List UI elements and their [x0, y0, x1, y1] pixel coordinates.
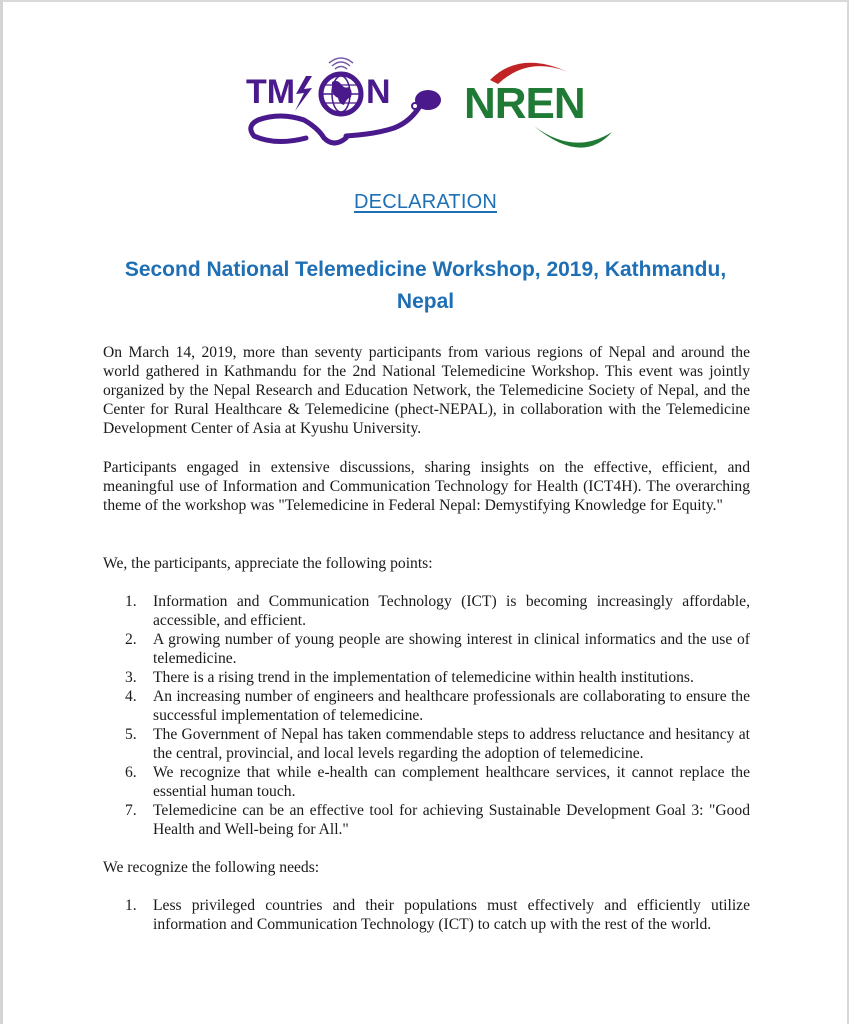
needs-list: [103, 896, 750, 934]
needs-intro: We recognize the following needs:: [103, 859, 320, 876]
list-text: An increasing number of engineers and healthcare professionals are collaborating to ensure the successful implementation of telemedicine.: [153, 688, 750, 724]
list-text: Telemedicine can be an effective tool for achieving Sustainable Development Goal 3: "Good Health and Well-being for All.": [153, 802, 750, 838]
list-item: [103, 763, 750, 801]
list-item: [103, 668, 750, 687]
list-item: [103, 630, 750, 668]
list-text: There is a rising trend in the implementation of telemedicine within health institutions.: [153, 669, 694, 686]
list-number: 3.: [125, 669, 137, 686]
tmon-logo: [246, 56, 446, 148]
appreciation-list: [103, 592, 750, 839]
list-number: 1.: [125, 593, 137, 610]
list-text: Information and Communication Technology (ICT) is becoming increasingly affordable, accessible, and efficient.: [153, 593, 750, 629]
list-item: [103, 801, 750, 839]
appreciation-intro: We, the participants, appreciate the following points:: [103, 555, 433, 572]
nren-arc-bottom: [534, 126, 612, 148]
globe-icon: [321, 74, 361, 114]
list-number: 5.: [125, 726, 137, 743]
list-item: [103, 725, 750, 763]
list-number: 2.: [125, 631, 137, 648]
discussion-paragraph: Participants engaged in extensive discussions, sharing insights on the effective, efficient, and meaningful use of Information and Communication Technology for Health (ICT4H). The overarching theme of the workshop was "Telemedicine in Federal Nepal: Demystifying Knowledge for Equity.": [103, 459, 750, 514]
list-text: The Government of Nepal has taken commendable steps to address reluctance and hesitancy at the central, provincial, and local levels regarding the adoption of telemedicine.: [153, 726, 750, 762]
tmon-logo-text-start: TM: [246, 73, 296, 111]
signal-icon: [329, 58, 353, 69]
list-text: We recognize that while e-health can complement healthcare services, it cannot replace the essential human touch.: [153, 764, 750, 800]
nren-logo: [462, 58, 634, 154]
document-subtitle: Second National Telemedicine Workshop, 2019, Kathmandu, Nepal: [124, 258, 727, 313]
list-text: A growing number of young people are showing interest in clinical informatics and the use of telemedicine.: [153, 631, 750, 667]
intro-paragraph: On March 14, 2019, more than seventy participants from various regions of Nepal and around the world gathered in Kathmandu for the 2nd National Telemedicine Workshop. This event was jointly organized by the Nepal Research and Education Network, the Telemedicine Society of Nepal, and the Center for Rural Healthcare & Telemedicine (phect-NEPAL), in collaboration with the Telemedicine Development Center of Asia at Kyushu University.: [103, 344, 750, 437]
list-text: Less privileged countries and their populations must effectively and efficiently utilize information and Communication Technology (ICT) to catch up with the rest of the world.: [153, 897, 750, 933]
stethoscope-chestpiece-icon: [415, 90, 441, 110]
lightning-icon: [295, 76, 312, 111]
nren-logo-text: NREN: [464, 79, 585, 128]
list-number: 6.: [125, 764, 137, 781]
list-item: [103, 896, 750, 934]
list-number: 7.: [125, 802, 137, 819]
list-number: 4.: [125, 688, 137, 705]
tmon-logo-text-end: N: [366, 73, 391, 111]
list-item: [103, 592, 750, 630]
document-heading: DECLARATION: [354, 191, 497, 213]
logo-header: [0, 56, 851, 152]
list-number: 1.: [125, 897, 137, 914]
list-item: [103, 687, 750, 725]
